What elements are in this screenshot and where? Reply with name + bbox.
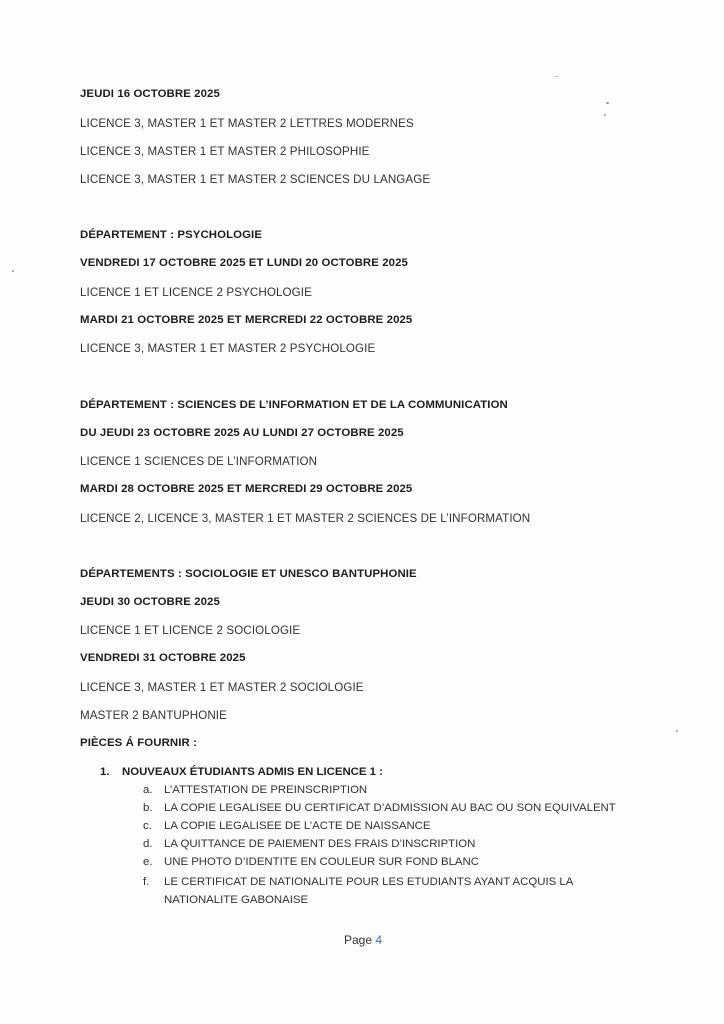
list-item-mark: f. <box>143 876 150 888</box>
program-line: MASTER 2 BANTUPHONIE <box>80 709 227 722</box>
scan-speck <box>555 76 558 77</box>
list-item: LE CERTIFICAT DE NATIONALITE POUR LES ETUDIANTS AYANT ACQUIS LA <box>164 876 574 888</box>
program-line: LICENCE 3, MASTER 1 ET MASTER 2 SOCIOLOGIE <box>80 681 364 694</box>
list-item: LA QUITTANCE DE PAIEMENT DES FRAIS D’INSCRIPTION <box>164 838 476 850</box>
program-line: LICENCE 3, MASTER 1 ET MASTER 2 SCIENCES DU LANGAGE <box>80 173 431 186</box>
program-line: LICENCE 1 ET LICENCE 2 PSYCHOLOGIE <box>80 286 312 299</box>
documents-heading: PIÈCES Á FOURNIR : <box>80 737 197 749</box>
list-number: 1. <box>100 766 110 778</box>
scan-speck <box>676 730 678 732</box>
list-item: LA COPIE LEGALISEE DE L’ACTE DE NAISSANCE <box>164 820 431 832</box>
department-heading: DÉPARTEMENT : SCIENCES DE L’INFORMATION ET DE LA COMMUNICATION <box>80 399 508 411</box>
list-item-mark: a. <box>143 784 153 796</box>
date-heading: MARDI 21 OCTOBRE 2025 ET MERCREDI 22 OCTOBRE 2025 <box>80 314 413 326</box>
date-heading: JEUDI 30 OCTOBRE 2025 <box>80 596 220 608</box>
department-heading: DÉPARTEMENT : PSYCHOLOGIE <box>80 229 263 241</box>
program-line: LICENCE 1 SCIENCES DE L’INFORMATION <box>80 455 318 468</box>
list-item-mark: e. <box>143 856 153 868</box>
list-title: NOUVEAUX ÉTUDIANTS ADMIS EN LICENCE 1 : <box>122 766 383 778</box>
program-line: LICENCE 2, LICENCE 3, MASTER 1 ET MASTER 2 SCIENCES DE L’INFORMATION <box>80 512 531 525</box>
scan-speck <box>604 114 606 116</box>
list-item: UNE PHOTO D’IDENTITE EN COULEUR SUR FOND BLANC <box>164 856 479 868</box>
date-heading: DU JEUDI 23 OCTOBRE 2025 AU LUNDI 27 OCTOBRE 2025 <box>80 427 404 439</box>
date-heading: MARDI 28 OCTOBRE 2025 ET MERCREDI 29 OCTOBRE 2025 <box>80 483 413 495</box>
program-line: LICENCE 1 ET LICENCE 2 SOCIOLOGIE <box>80 624 301 637</box>
list-item-continuation: NATIONALITE GABONAISE <box>164 894 309 906</box>
date-heading: VENDREDI 31 OCTOBRE 2025 <box>80 652 246 664</box>
list-item: LA COPIE LEGALISEE DU CERTIFICAT D’ADMISSION AU BAC OU SON EQUIVALENT <box>164 802 616 814</box>
program-line: LICENCE 3, MASTER 1 ET MASTER 2 PHILOSOPHIE <box>80 145 370 158</box>
list-item-mark: b. <box>143 802 153 814</box>
department-heading: DÉPARTEMENTS : SOCIOLOGIE ET UNESCO BANTUPHONIE <box>80 568 417 580</box>
page-footer <box>344 933 382 947</box>
list-item: L’ATTESTATION DE PREINSCRIPTION <box>164 784 368 796</box>
date-heading: VENDREDI 17 OCTOBRE 2025 ET LUNDI 20 OCTOBRE 2025 <box>80 257 408 269</box>
program-line: LICENCE 3, MASTER 1 ET MASTER 2 LETTRES MODERNES <box>80 117 414 130</box>
page-label: Page <box>344 933 373 947</box>
scan-speck <box>606 102 609 104</box>
list-item-mark: c. <box>143 820 152 832</box>
date-heading: JEUDI 16 OCTOBRE 2025 <box>80 88 220 100</box>
program-line: LICENCE 3, MASTER 1 ET MASTER 2 PSYCHOLOGIE <box>80 342 376 355</box>
scan-speck <box>12 270 14 272</box>
list-item-mark: d. <box>143 838 153 850</box>
page-number: 4 <box>375 933 383 947</box>
